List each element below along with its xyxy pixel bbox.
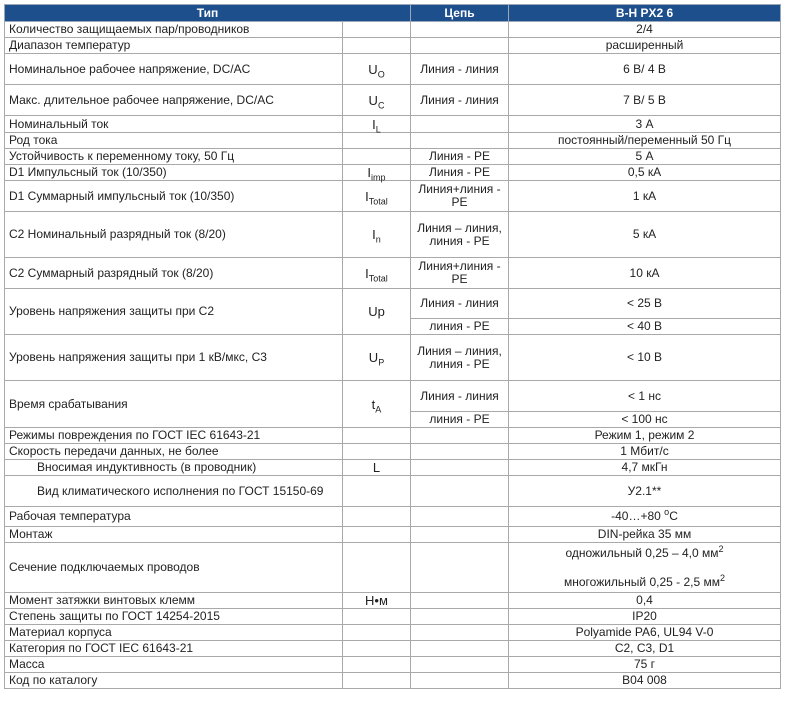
wire-solid: одножильный 0,25 – 4,0 $мм^2$ — [565, 543, 724, 560]
table-row — [5, 543, 781, 593]
symbol-cell — [343, 22, 411, 38]
circuit-cell — [411, 609, 509, 625]
symbol-cell — [343, 38, 411, 54]
table-row — [5, 444, 781, 460]
circuit-cell — [411, 133, 509, 149]
param-label: Скорость передачи данных, не более — [5, 444, 343, 460]
table-row — [5, 289, 781, 319]
table-row — [5, 38, 781, 54]
value-cell: 0,5 кА — [509, 165, 781, 181]
param-label: Макс. длительное рабочее напряжение, DC/AC — [5, 85, 343, 116]
circuit-cell: Линия+линия - PE — [411, 181, 509, 212]
value-cell: 7 В/ 5 В — [509, 85, 781, 116]
symbol-cell — [343, 428, 411, 444]
value-cell: 1 Мбит/с — [509, 444, 781, 460]
wire-stranded: многожильный 0,25 - 2,5 $мм^2$ — [563, 572, 726, 589]
circuit-cell: Линия – линия, линия - PE — [411, 335, 509, 381]
param-label: D1 Суммарный импульсный ток (10/350) — [5, 181, 343, 212]
header-type: Тип — [5, 5, 411, 22]
param-label: Уровень напряжения защиты при 1 кВ/мкс, C3 — [5, 335, 343, 381]
param-label: Диапазон температур — [5, 38, 343, 54]
value-cell: 10 кА — [509, 258, 781, 289]
param-label: Устойчивость к переменному току, 50 Гц — [5, 149, 343, 165]
param-label: C2 Суммарный разрядный ток (8/20) — [5, 258, 343, 289]
symbol-cell: Up — [343, 289, 411, 335]
value-cell: расширенный — [509, 38, 781, 54]
param-label: Категория по ГОСТ IEC 61643-21 — [5, 641, 343, 657]
circuit-cell: Линия - линия — [411, 289, 509, 319]
header-row — [5, 5, 781, 22]
value-cell: C2, C3, D1 — [509, 641, 781, 657]
symbol-cell: $U_C$ — [343, 85, 411, 116]
circuit-cell: Линия - PE — [411, 149, 509, 165]
value-cell: 1 кА — [509, 181, 781, 212]
value-cell: < 25 В — [509, 289, 781, 319]
param-label: Момент затяжки винтовых клемм — [5, 593, 343, 609]
param-label: Материал корпуса — [5, 625, 343, 641]
param-label: Уровень напряжения защиты при C2 — [5, 289, 343, 335]
table-row — [5, 460, 781, 476]
value-cell: 5 кА — [509, 212, 781, 258]
table-row — [5, 22, 781, 38]
value-cell: DIN-рейка 35 мм — [509, 527, 781, 543]
param-label: Степень защиты по ГОСТ 14254-2015 — [5, 609, 343, 625]
symbol-cell: $t_A$ — [343, 381, 411, 428]
symbol-cell — [343, 673, 411, 689]
param-label: Вносимая индуктивность (в проводник) — [5, 460, 343, 476]
symbol-cell: $U_O$ — [343, 54, 411, 85]
table-row — [5, 212, 781, 258]
value-cell: IP20 — [509, 609, 781, 625]
table-row — [5, 149, 781, 165]
symbol-cell: $I_{Total}$ — [343, 258, 411, 289]
value-cell: Polyamide PA6, UL94 V-0 — [509, 625, 781, 641]
table-row — [5, 54, 781, 85]
table-row — [5, 641, 781, 657]
circuit-cell: Линия - PE — [411, 165, 509, 181]
value-cell: < 1 нс — [509, 381, 781, 412]
circuit-cell — [411, 543, 509, 593]
symbol-cell: $I_L$ — [343, 116, 411, 133]
value-cell: 0,4 — [509, 593, 781, 609]
value-cell: -40…+80 $^o$C — [509, 507, 781, 527]
circuit-cell — [411, 22, 509, 38]
circuit-cell — [411, 657, 509, 673]
circuit-cell: Линия – линия, линия - PE — [411, 212, 509, 258]
table-row — [5, 476, 781, 507]
symbol-cell: L — [343, 460, 411, 476]
value-cell: постоянный/переменный 50 Гц — [509, 133, 781, 149]
circuit-cell — [411, 641, 509, 657]
table-row — [5, 335, 781, 381]
table-row — [5, 673, 781, 689]
symbol-cell — [343, 657, 411, 673]
symbol-cell: Н•м — [343, 593, 411, 609]
param-label: Номинальный ток — [5, 116, 343, 133]
circuit-cell: Линия+линия - PE — [411, 258, 509, 289]
table-row — [5, 165, 781, 181]
value-cell: 2/4 — [509, 22, 781, 38]
circuit-cell — [411, 476, 509, 507]
param-label: Код по каталогу — [5, 673, 343, 689]
symbol-cell: $I_{imp}$ — [343, 165, 411, 181]
header-circuit: Цепь — [411, 5, 509, 22]
symbol-cell — [343, 444, 411, 460]
param-label: Время срабатывания — [5, 381, 343, 428]
circuit-cell: Линия - линия — [411, 54, 509, 85]
param-label: Количество защищаемых пар/проводников — [5, 22, 343, 38]
symbol-cell: $I_{Total}$ — [343, 181, 411, 212]
table-row — [5, 657, 781, 673]
table-row — [5, 593, 781, 609]
value-cell: 5 А — [509, 149, 781, 165]
circuit-cell: Линия - линия — [411, 85, 509, 116]
symbol-cell — [343, 133, 411, 149]
param-label: Номинальное рабочее напряжение, DC/AC — [5, 54, 343, 85]
symbol-cell — [343, 149, 411, 165]
table-row — [5, 133, 781, 149]
table-row — [5, 625, 781, 641]
circuit-cell — [411, 428, 509, 444]
circuit-cell: линия - PE — [411, 319, 509, 335]
circuit-cell — [411, 460, 509, 476]
specs-table — [4, 4, 781, 689]
circuit-cell — [411, 116, 509, 133]
value-cell — [509, 543, 781, 593]
value-cell: < 10 В — [509, 335, 781, 381]
param-label: Масса — [5, 657, 343, 673]
circuit-cell — [411, 593, 509, 609]
circuit-cell — [411, 38, 509, 54]
table-row — [5, 181, 781, 212]
value-cell: < 100 нс — [509, 412, 781, 428]
value-cell: B04 008 — [509, 673, 781, 689]
circuit-cell: Линия - линия — [411, 381, 509, 412]
param-label: Монтаж — [5, 527, 343, 543]
table-row — [5, 381, 781, 412]
circuit-cell — [411, 527, 509, 543]
circuit-cell — [411, 444, 509, 460]
symbol-cell — [343, 641, 411, 657]
param-label: C2 Номинальный разрядный ток (8/20) — [5, 212, 343, 258]
value-cell: 6 В/ 4 В — [509, 54, 781, 85]
param-label: Род тока — [5, 133, 343, 149]
symbol-cell — [343, 527, 411, 543]
value-cell: Режим 1, режим 2 — [509, 428, 781, 444]
symbol-cell: $I_n$ — [343, 212, 411, 258]
circuit-cell: линия - PE — [411, 412, 509, 428]
table-row — [5, 527, 781, 543]
param-label: Сечение подключаемых проводов — [5, 543, 343, 593]
table-row — [5, 507, 781, 527]
value-cell: У2.1** — [509, 476, 781, 507]
symbol-cell — [343, 543, 411, 593]
circuit-cell — [411, 625, 509, 641]
param-label: Вид климатического исполнения по ГОСТ 15150-69 — [5, 476, 343, 507]
value-cell: 75 г — [509, 657, 781, 673]
table-row — [5, 116, 781, 133]
symbol-cell — [343, 476, 411, 507]
symbol-cell — [343, 609, 411, 625]
symbol-cell — [343, 625, 411, 641]
header-model: B-H PX2 6 — [509, 5, 781, 22]
table-row — [5, 258, 781, 289]
table-row — [5, 428, 781, 444]
param-label: Режимы повреждения по ГОСТ IEC 61643-21 — [5, 428, 343, 444]
circuit-cell — [411, 673, 509, 689]
circuit-cell — [411, 507, 509, 527]
table-row — [5, 85, 781, 116]
value-cell: 4,7 мкГн — [509, 460, 781, 476]
param-label: Рабочая температура — [5, 507, 343, 527]
symbol-cell: $U_P$ — [343, 335, 411, 381]
value-cell: < 40 В — [509, 319, 781, 335]
symbol-cell — [343, 507, 411, 527]
value-cell: 3 А — [509, 116, 781, 133]
param-label: D1 Импульсный ток (10/350) — [5, 165, 343, 181]
table-row — [5, 609, 781, 625]
